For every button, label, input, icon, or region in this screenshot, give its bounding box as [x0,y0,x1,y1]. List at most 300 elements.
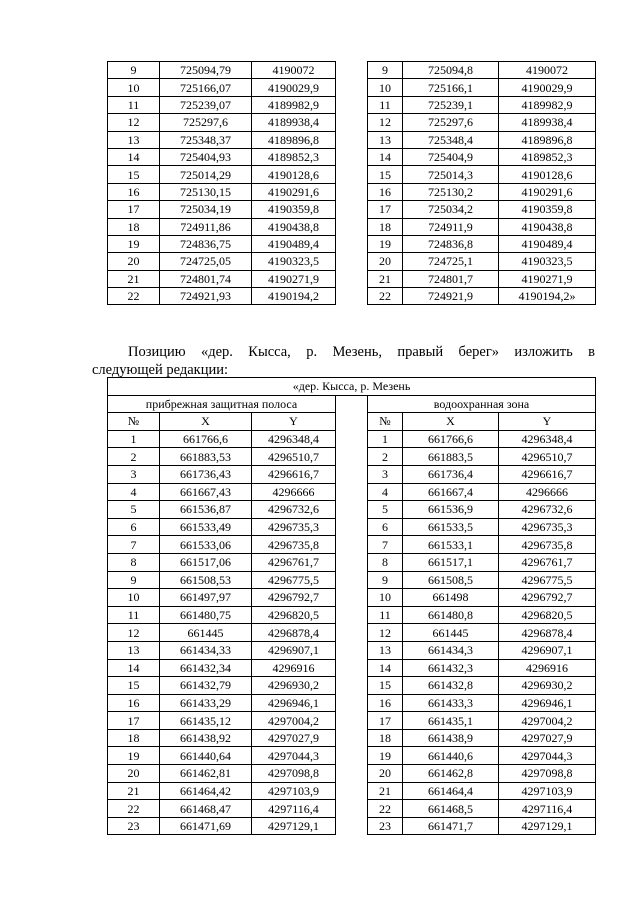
column-gap [336,694,368,712]
column-gap [336,183,368,200]
x-coordinate-cell: 725404,9 [403,148,499,165]
point-number-cell: 16 [108,183,160,200]
column-gap [336,729,368,747]
x-coordinate-cell: 661434,33 [160,641,252,659]
y-coordinate-cell: 4296666 [252,483,336,501]
x-coordinate-cell: 724801,7 [403,270,499,287]
point-number-cell: 12 [368,624,403,642]
x-coordinate-cell: 725130,2 [403,183,499,200]
point-number-cell: 11 [368,606,403,624]
x-coordinate-cell: 661445 [160,624,252,642]
y-coordinate-cell: 4190359,8 [499,201,596,218]
x-coordinate-cell: 724911,86 [160,218,252,235]
column-header-x: X [160,413,252,431]
table-row [108,659,596,677]
column-gap [336,553,368,571]
y-coordinate-cell: 4296616,7 [499,465,596,483]
x-coordinate-cell: 724921,93 [160,288,252,305]
x-coordinate-cell: 661464,42 [160,782,252,800]
x-coordinate-cell: 661883,5 [403,448,499,466]
table-row [108,817,596,835]
column-header-number: № [108,413,160,431]
point-number-cell: 17 [368,712,403,730]
y-coordinate-cell: 4190271,9 [499,270,596,287]
table-title-row [108,378,596,396]
table-row [108,218,596,235]
table-row [108,114,596,131]
table-row [108,624,596,642]
column-gap [336,624,368,642]
x-coordinate-cell: 725130,15 [160,183,252,200]
y-coordinate-cell: 4296946,1 [252,694,336,712]
y-coordinate-cell: 4190323,5 [499,253,596,270]
table-row [108,641,596,659]
x-coordinate-cell: 661438,9 [403,729,499,747]
x-coordinate-cell: 661480,8 [403,606,499,624]
x-coordinate-cell: 724725,05 [160,253,252,270]
x-coordinate-cell: 661462,81 [160,765,252,783]
x-coordinate-cell: 661766,6 [160,430,252,448]
y-coordinate-cell: 4296930,2 [499,677,596,695]
amendment-paragraph [92,343,595,379]
x-coordinate-cell: 661766,6 [403,430,499,448]
y-coordinate-cell: 4296792,7 [252,589,336,607]
x-coordinate-cell: 661536,9 [403,501,499,519]
x-coordinate-cell: 724836,8 [403,235,499,252]
column-gap [336,218,368,235]
y-coordinate-cell: 4297116,4 [252,800,336,818]
point-number-cell: 7 [108,536,160,554]
column-gap [336,148,368,165]
table-row [108,729,596,747]
point-number-cell: 4 [108,483,160,501]
point-number-cell: 20 [108,253,160,270]
point-number-cell: 13 [368,131,403,148]
x-coordinate-cell: 724725,1 [403,253,499,270]
y-coordinate-cell: 4190489,4 [252,235,336,252]
kyssa-coordinates-table [107,377,596,835]
x-coordinate-cell: 661432,8 [403,677,499,695]
x-coordinate-cell: 661435,12 [160,712,252,730]
point-number-cell: 6 [108,518,160,536]
point-number-cell: 10 [368,589,403,607]
column-gap [336,589,368,607]
table-row [108,677,596,695]
table-row [108,712,596,730]
column-gap [336,201,368,218]
y-coordinate-cell: 4297027,9 [252,729,336,747]
point-number-cell: 21 [368,782,403,800]
column-gap [336,62,368,79]
table-column-header-row [108,413,596,431]
y-coordinate-cell: 4296666 [499,483,596,501]
y-coordinate-cell: 4296510,7 [499,448,596,466]
x-coordinate-cell: 661533,06 [160,536,252,554]
table-row [108,430,596,448]
y-coordinate-cell: 4296878,4 [499,624,596,642]
column-gap [336,235,368,252]
column-header-x: X [403,413,499,431]
column-gap [336,641,368,659]
table-row [108,253,596,270]
table-row [108,747,596,765]
point-number-cell: 2 [368,448,403,466]
x-coordinate-cell: 725348,37 [160,131,252,148]
x-coordinate-cell: 661736,43 [160,465,252,483]
x-coordinate-cell: 661468,5 [403,800,499,818]
table-row [108,571,596,589]
point-number-cell: 10 [368,79,403,96]
column-gap [336,413,368,431]
y-coordinate-cell: 4297027,9 [499,729,596,747]
column-gap [336,270,368,287]
table-row [108,235,596,252]
y-coordinate-cell: 4190438,8 [499,218,596,235]
table-row [108,553,596,571]
point-number-cell: 5 [368,501,403,519]
point-number-cell: 22 [108,288,160,305]
y-coordinate-cell: 4297044,3 [499,747,596,765]
y-coordinate-cell: 4297129,1 [252,817,336,835]
x-coordinate-cell: 724911,9 [403,218,499,235]
table-row [108,148,596,165]
table-row [108,518,596,536]
table-row [108,589,596,607]
y-coordinate-cell: 4296820,5 [252,606,336,624]
point-number-cell: 18 [368,218,403,235]
x-coordinate-cell: 661498 [403,589,499,607]
y-coordinate-cell: 4190194,2» [499,288,596,305]
x-coordinate-cell: 725239,07 [160,96,252,113]
y-coordinate-cell: 4190359,8 [252,201,336,218]
column-gap [336,448,368,466]
y-coordinate-cell: 4189982,9 [252,96,336,113]
y-coordinate-cell: 4297103,9 [252,782,336,800]
point-number-cell: 8 [368,553,403,571]
point-number-cell: 22 [368,800,403,818]
y-coordinate-cell: 4190072 [252,62,336,79]
y-coordinate-cell: 4296907,1 [499,641,596,659]
point-number-cell: 16 [368,183,403,200]
column-gap [336,131,368,148]
table-title: «дер. Кысса, р. Мезень [108,378,596,396]
point-number-cell: 11 [108,606,160,624]
column-gap [336,800,368,818]
x-coordinate-cell: 661440,64 [160,747,252,765]
point-number-cell: 15 [108,677,160,695]
x-coordinate-cell: 661536,87 [160,501,252,519]
x-coordinate-cell: 661471,69 [160,817,252,835]
x-coordinate-cell: 724836,75 [160,235,252,252]
column-gap [336,395,368,413]
point-number-cell: 15 [108,166,160,183]
point-number-cell: 17 [108,712,160,730]
column-gap [336,518,368,536]
column-gap [336,659,368,677]
y-coordinate-cell: 4296916 [252,659,336,677]
point-number-cell: 20 [368,253,403,270]
column-gap [336,571,368,589]
x-coordinate-cell: 661433,29 [160,694,252,712]
column-gap [336,765,368,783]
y-coordinate-cell: 4190323,5 [252,253,336,270]
y-coordinate-cell: 4296878,4 [252,624,336,642]
column-header-y: Y [252,413,336,431]
point-number-cell: 19 [108,235,160,252]
x-coordinate-cell: 661432,3 [403,659,499,677]
y-coordinate-cell: 4296775,5 [252,571,336,589]
column-gap [336,114,368,131]
point-number-cell: 16 [108,694,160,712]
point-number-cell: 16 [368,694,403,712]
column-gap [336,288,368,305]
y-coordinate-cell: 4190291,6 [252,183,336,200]
y-coordinate-cell: 4296732,6 [252,501,336,519]
column-gap [336,782,368,800]
column-gap [336,483,368,501]
y-coordinate-cell: 4296930,2 [252,677,336,695]
column-gap [336,166,368,183]
x-coordinate-cell: 661533,1 [403,536,499,554]
x-coordinate-cell: 661667,43 [160,483,252,501]
column-gap [336,465,368,483]
point-number-cell: 6 [368,518,403,536]
point-number-cell: 23 [368,817,403,835]
point-number-cell: 14 [108,148,160,165]
y-coordinate-cell: 4296761,7 [499,553,596,571]
point-number-cell: 12 [368,114,403,131]
y-coordinate-cell: 4296732,6 [499,501,596,519]
y-coordinate-cell: 4297129,1 [499,817,596,835]
x-coordinate-cell: 725239,1 [403,96,499,113]
y-coordinate-cell: 4189938,4 [499,114,596,131]
point-number-cell: 15 [368,677,403,695]
x-coordinate-cell: 725094,79 [160,62,252,79]
x-coordinate-cell: 661736,4 [403,465,499,483]
y-coordinate-cell: 4190438,8 [252,218,336,235]
table-group-header-row [108,395,596,413]
table-row [108,483,596,501]
point-number-cell: 13 [108,131,160,148]
y-coordinate-cell: 4189896,8 [499,131,596,148]
y-coordinate-cell: 4296820,5 [499,606,596,624]
x-coordinate-cell: 661445 [403,624,499,642]
x-coordinate-cell: 661480,75 [160,606,252,624]
y-coordinate-cell: 4296348,4 [499,430,596,448]
point-number-cell: 21 [108,782,160,800]
table-row [108,62,596,79]
kyssa-coordinates-table-body [108,378,596,835]
point-number-cell: 12 [108,114,160,131]
column-gap [336,96,368,113]
column-header-y: Y [499,413,596,431]
y-coordinate-cell: 4296946,1 [499,694,596,712]
point-number-cell: 1 [368,430,403,448]
x-coordinate-cell: 661438,92 [160,729,252,747]
x-coordinate-cell: 661517,1 [403,553,499,571]
table-row [108,201,596,218]
x-coordinate-cell: 724921,9 [403,288,499,305]
x-coordinate-cell: 661464,4 [403,782,499,800]
column-gap [336,501,368,519]
y-coordinate-cell: 4297116,4 [499,800,596,818]
column-gap [336,817,368,835]
column-gap [336,79,368,96]
y-coordinate-cell: 4297098,8 [499,765,596,783]
y-coordinate-cell: 4190029,9 [499,79,596,96]
point-number-cell: 10 [108,79,160,96]
column-gap [336,606,368,624]
x-coordinate-cell: 725014,3 [403,166,499,183]
paragraph-line-2: следующей редакции: [92,362,229,378]
y-coordinate-cell: 4190271,9 [252,270,336,287]
point-number-cell: 13 [108,641,160,659]
point-number-cell: 23 [108,817,160,835]
point-number-cell: 5 [108,501,160,519]
point-number-cell: 14 [368,148,403,165]
point-number-cell: 22 [368,288,403,305]
column-gap [336,536,368,554]
point-number-cell: 21 [108,270,160,287]
x-coordinate-cell: 725297,6 [160,114,252,131]
y-coordinate-cell: 4189982,9 [499,96,596,113]
x-coordinate-cell: 661432,34 [160,659,252,677]
x-coordinate-cell: 661471,7 [403,817,499,835]
x-coordinate-cell: 661517,06 [160,553,252,571]
x-coordinate-cell: 661667,4 [403,483,499,501]
point-number-cell: 20 [108,765,160,783]
x-coordinate-cell: 724801,74 [160,270,252,287]
table-row [108,131,596,148]
point-number-cell: 9 [108,62,160,79]
point-number-cell: 11 [108,96,160,113]
point-number-cell: 18 [108,218,160,235]
y-coordinate-cell: 4296916 [499,659,596,677]
point-number-cell: 19 [368,235,403,252]
y-coordinate-cell: 4296792,7 [499,589,596,607]
x-coordinate-cell: 661533,5 [403,518,499,536]
x-coordinate-cell: 661508,5 [403,571,499,589]
x-coordinate-cell: 661883,53 [160,448,252,466]
x-coordinate-cell: 725348,4 [403,131,499,148]
y-coordinate-cell: 4189938,4 [252,114,336,131]
point-number-cell: 14 [368,659,403,677]
point-number-cell: 21 [368,270,403,287]
point-number-cell: 4 [368,483,403,501]
table-row [108,765,596,783]
x-coordinate-cell: 725297,6 [403,114,499,131]
x-coordinate-cell: 661533,49 [160,518,252,536]
x-coordinate-cell: 661433,3 [403,694,499,712]
y-coordinate-cell: 4296348,4 [252,430,336,448]
point-number-cell: 14 [108,659,160,677]
y-coordinate-cell: 4297044,3 [252,747,336,765]
y-coordinate-cell: 4296735,3 [252,518,336,536]
x-coordinate-cell: 661508,53 [160,571,252,589]
y-coordinate-cell: 4190128,6 [499,166,596,183]
y-coordinate-cell: 4297004,2 [252,712,336,730]
table-row [108,79,596,96]
y-coordinate-cell: 4189852,3 [499,148,596,165]
table-row [108,536,596,554]
y-coordinate-cell: 4189896,8 [252,131,336,148]
column-gap [336,747,368,765]
x-coordinate-cell: 661440,6 [403,747,499,765]
point-number-cell: 18 [108,729,160,747]
y-coordinate-cell: 4296907,1 [252,641,336,659]
y-coordinate-cell: 4190128,6 [252,166,336,183]
x-coordinate-cell: 725034,19 [160,201,252,218]
point-number-cell: 9 [368,571,403,589]
y-coordinate-cell: 4190489,4 [499,235,596,252]
point-number-cell: 10 [108,589,160,607]
point-number-cell: 12 [108,624,160,642]
x-coordinate-cell: 725404,93 [160,148,252,165]
point-number-cell: 7 [368,536,403,554]
point-number-cell: 13 [368,641,403,659]
y-coordinate-cell: 4190029,9 [252,79,336,96]
y-coordinate-cell: 4296735,8 [252,536,336,554]
y-coordinate-cell: 4190194,2 [252,288,336,305]
x-coordinate-cell: 725094,8 [403,62,499,79]
table-row [108,166,596,183]
y-coordinate-cell: 4296735,3 [499,518,596,536]
table-row [108,270,596,287]
x-coordinate-cell: 725014,29 [160,166,252,183]
y-coordinate-cell: 4296775,5 [499,571,596,589]
x-coordinate-cell: 661497,97 [160,589,252,607]
point-number-cell: 22 [108,800,160,818]
table-row [108,501,596,519]
y-coordinate-cell: 4190291,6 [499,183,596,200]
point-number-cell: 2 [108,448,160,466]
column-gap [336,430,368,448]
coordinates-table-continued [107,61,596,305]
paragraph-line-1: Позицию «дер. Кысса, р. Мезень, правый берег» изложить в [128,344,595,360]
y-coordinate-cell: 4297098,8 [252,765,336,783]
table-row [108,782,596,800]
y-coordinate-cell: 4296761,7 [252,553,336,571]
point-number-cell: 9 [368,62,403,79]
x-coordinate-cell: 661468,47 [160,800,252,818]
x-coordinate-cell: 725166,1 [403,79,499,96]
point-number-cell: 1 [108,430,160,448]
point-number-cell: 15 [368,166,403,183]
x-coordinate-cell: 661432,79 [160,677,252,695]
y-coordinate-cell: 4297004,2 [499,712,596,730]
x-coordinate-cell: 661434,3 [403,641,499,659]
point-number-cell: 8 [108,553,160,571]
y-coordinate-cell: 4190072 [499,62,596,79]
point-number-cell: 3 [368,465,403,483]
table-row [108,800,596,818]
water-protection-zone-header: водоохранная зона [368,395,596,413]
point-number-cell: 17 [108,201,160,218]
table-row [108,183,596,200]
table-row [108,465,596,483]
point-number-cell: 17 [368,201,403,218]
table-row [108,606,596,624]
x-coordinate-cell: 725166,07 [160,79,252,96]
x-coordinate-cell: 725034,2 [403,201,499,218]
table-row [108,448,596,466]
x-coordinate-cell: 661435,1 [403,712,499,730]
point-number-cell: 3 [108,465,160,483]
y-coordinate-cell: 4189852,3 [252,148,336,165]
y-coordinate-cell: 4297103,9 [499,782,596,800]
column-header-number: № [368,413,403,431]
point-number-cell: 11 [368,96,403,113]
